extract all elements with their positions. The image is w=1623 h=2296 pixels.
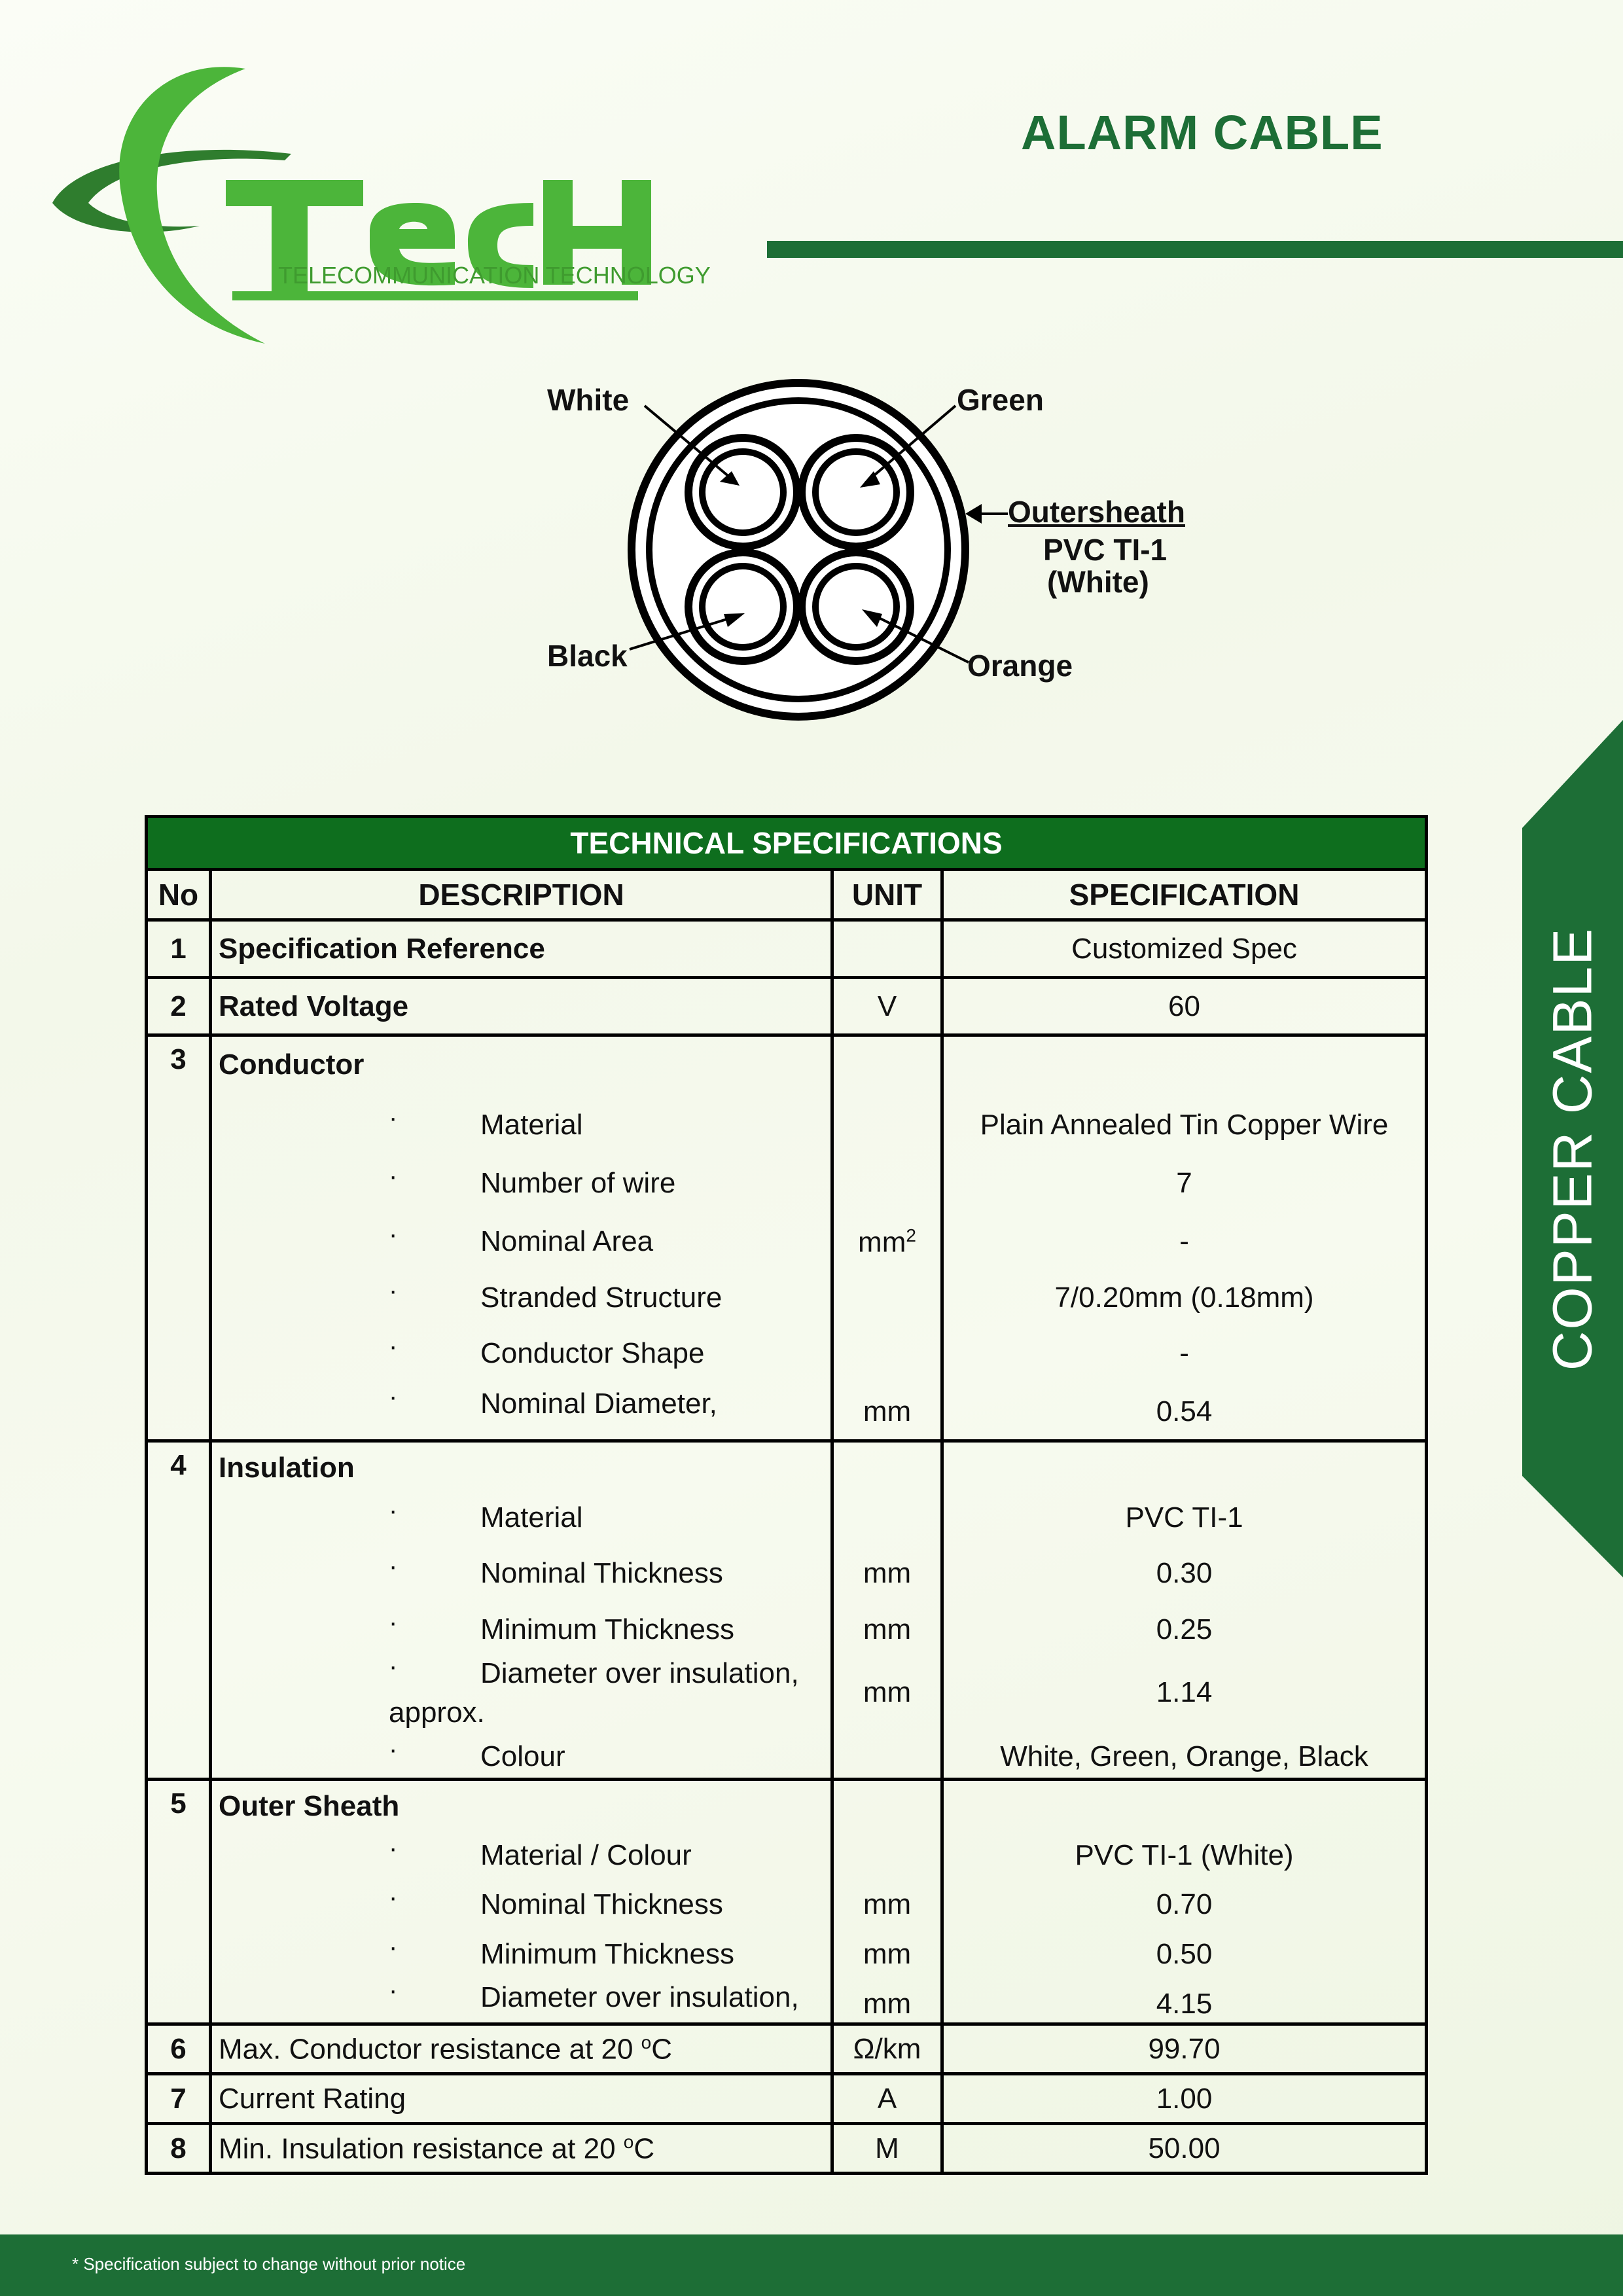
row-description: Min. Insulation resistance at 20 $^o$C [211, 2124, 832, 2174]
column-header-description: DESCRIPTION [211, 870, 832, 920]
spec-value: 4.15 [1156, 1988, 1213, 2020]
logo-subtitle: TELECOMMUNICATION TECHNOLOGY [278, 262, 711, 289]
column-header-specification: SPECIFICATION [942, 870, 1427, 920]
row-specification: 1.00 [942, 2074, 1427, 2124]
core-label-orange: Orange [967, 649, 1073, 683]
row-description-group: Conductor · Material · Number of wire · Nominal Area · Stranded Structure · Conductor Shape · Nominal Diameter, [211, 1035, 832, 1441]
unit-value: mm [863, 1676, 912, 1708]
footer-note: * Specification subject to change without prior notice [72, 2254, 466, 2274]
row-unit-group [832, 1035, 942, 1441]
row-description: Specification Reference [211, 920, 832, 978]
core-label-black: Black [547, 639, 628, 673]
row-unit: V [832, 978, 942, 1035]
row-number: 7 [147, 2074, 211, 2124]
column-header-unit: UNIT [832, 870, 942, 920]
row-unit-group [832, 1780, 942, 2024]
row-description: Max. Conductor resistance at 20 $^o$C [211, 2024, 832, 2074]
core-label-green: Green [957, 383, 1044, 417]
table-row [147, 2024, 1427, 2074]
title-underline-bar [767, 241, 1623, 258]
row-number: 3 [147, 1035, 211, 1441]
row-unit-group [832, 1441, 942, 1780]
spec-value: 7 [1176, 1167, 1192, 1199]
column-header-no: No [147, 870, 211, 920]
spec-value: 0.25 [1156, 1613, 1213, 1645]
group-heading: Outer Sheath [219, 1790, 400, 1822]
spec-value: 0.50 [1156, 1938, 1213, 1970]
sheath-colour-label: (White) [1047, 565, 1149, 599]
table-row-insulation [147, 1441, 1427, 1780]
spec-value: 1.14 [1156, 1676, 1213, 1708]
sheath-material-label: PVC TI-1 [1043, 533, 1168, 567]
row-number: 1 [147, 920, 211, 978]
row-description: Rated Voltage [211, 978, 832, 1035]
unit-value: mm [863, 1988, 912, 2020]
unit-value: $mm^2$ [858, 1225, 916, 1259]
unit-value: mm [863, 1888, 912, 1920]
row-description: Current Rating [211, 2074, 832, 2124]
company-logo [49, 62, 677, 350]
spec-value: 7/0.20mm (0.18mm) [1054, 1282, 1314, 1314]
row-specification-group [942, 1035, 1427, 1441]
core-label-white: White [547, 383, 630, 417]
row-specification: Customized Spec [942, 920, 1427, 978]
row-number: 4 [147, 1441, 211, 1780]
table-row [147, 920, 1427, 978]
table-row [147, 978, 1427, 1035]
group-heading: Insulation [219, 1452, 355, 1484]
group-heading: Conductor [219, 1049, 365, 1081]
row-number: 2 [147, 978, 211, 1035]
spec-value: - [1179, 1337, 1189, 1369]
page-title: ALARM CABLE [1021, 105, 1383, 160]
unit-value: mm [863, 1613, 912, 1645]
table-row [147, 2124, 1427, 2174]
spec-value: 0.54 [1156, 1395, 1213, 1427]
row-specification-group [942, 1441, 1427, 1780]
technical-specifications-table [145, 815, 1428, 2175]
unit-value: mm [863, 1938, 912, 1970]
list-item-continuation: approx. [389, 1696, 485, 1729]
row-description-group: Insulation · Material · Nominal Thickness · Minimum Thickness · Diameter over insulation, approx. · Colour [211, 1441, 832, 1780]
table-title: TECHNICAL SPECIFICATIONS [147, 817, 1427, 870]
table-row-conductor [147, 1035, 1427, 1441]
row-unit: Ω/km [832, 2024, 942, 2074]
unit-value: mm [863, 1395, 912, 1427]
table-row [147, 2074, 1427, 2124]
row-unit: A [832, 2074, 942, 2124]
table-row-outer-sheath [147, 1780, 1427, 2024]
row-specification: 99.70 [942, 2024, 1427, 2074]
spec-value: Plain Annealed Tin Copper Wire [980, 1109, 1389, 1141]
row-unit [832, 920, 942, 978]
core-orange [802, 552, 910, 661]
core-white [688, 438, 797, 547]
outersheath-label: Outersheath [1008, 495, 1185, 529]
row-description-group: Outer Sheath · Material / Colour · Nominal Thickness · Minimum Thickness · Diameter over insulation, [211, 1780, 832, 2024]
row-number: 5 [147, 1780, 211, 2024]
row-specification: 50.00 [942, 2124, 1427, 2174]
row-specification-group [942, 1780, 1427, 2024]
spec-value: PVC TI-1 (White) [1075, 1839, 1294, 1871]
row-number: 8 [147, 2124, 211, 2174]
spec-value: PVC TI-1 [1125, 1501, 1243, 1534]
spec-value: 0.70 [1156, 1888, 1213, 1920]
core-black [688, 552, 797, 661]
side-category-label: COPPER CABLE [1541, 927, 1603, 1371]
row-specification: 60 [942, 978, 1427, 1035]
row-unit: M [832, 2124, 942, 2174]
core-green [802, 438, 910, 547]
spec-value: White, Green, Orange, Black [1000, 1740, 1368, 1772]
unit-value: mm [863, 1557, 912, 1589]
row-number: 6 [147, 2024, 211, 2074]
spec-value: 0.30 [1156, 1557, 1213, 1589]
spec-value: - [1179, 1225, 1189, 1257]
